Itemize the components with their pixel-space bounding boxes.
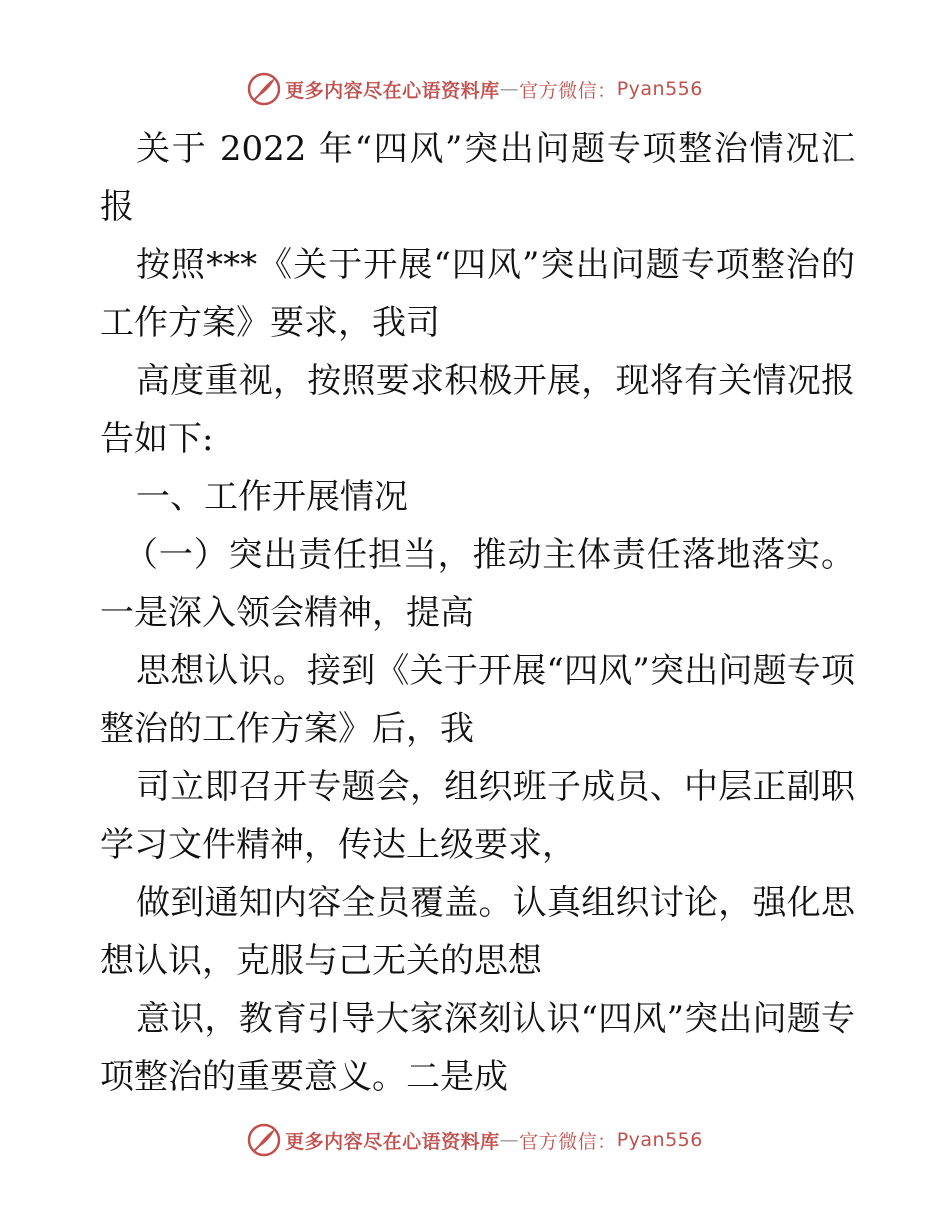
watermark-brand: 更多内容尽在心语资料库: [285, 1130, 500, 1153]
paragraph: 司立即召开专题会，组织班子成员、中层正副职学习文件精神，传达上级要求，: [100, 767, 855, 865]
watermark-separator: —: [499, 1129, 520, 1151]
paragraph: 意识，教育引导大家深刻认识“四风”突出问题专项整治的重要意义。二是成: [100, 999, 855, 1097]
document-body: [100, 120, 855, 1106]
watermark-separator: —: [499, 78, 520, 100]
watermark-contact-label: 官方微信：: [519, 79, 617, 102]
paragraph: （一）突出责任担当，推动主体责任落地落实。一是深入领会精神，提高: [100, 535, 855, 633]
paragraph: 做到通知内容全员覆盖。认真组织讨论，强化思想认识，克服与己无关的思想: [100, 883, 855, 981]
feather-pen-logo-icon: [247, 72, 281, 106]
watermark-wechat-id: Pyan556: [616, 1129, 703, 1151]
footer-watermark: [0, 1120, 950, 1160]
document-title: 关于 2022 年“四风”突出问题专项整治情况汇报: [100, 129, 855, 227]
watermark-brand: 更多内容尽在心语资料库: [285, 79, 500, 102]
paragraph: 思想认识。接到《关于开展“四风”突出问题专项整治的工作方案》后，我: [100, 651, 855, 749]
watermark-contact-label: 官方微信：: [519, 1130, 617, 1153]
section-heading: 一、工作开展情况: [136, 477, 408, 517]
header-watermark: [0, 69, 950, 109]
paragraph: 按照***《关于开展“四风”突出问题专项整治的工作方案》要求，我司: [100, 245, 855, 343]
watermark-wechat-id: Pyan556: [616, 78, 703, 100]
feather-pen-logo-icon: [247, 1123, 281, 1157]
paragraph: 高度重视，按照要求积极开展，现将有关情况报告如下:: [100, 361, 855, 459]
